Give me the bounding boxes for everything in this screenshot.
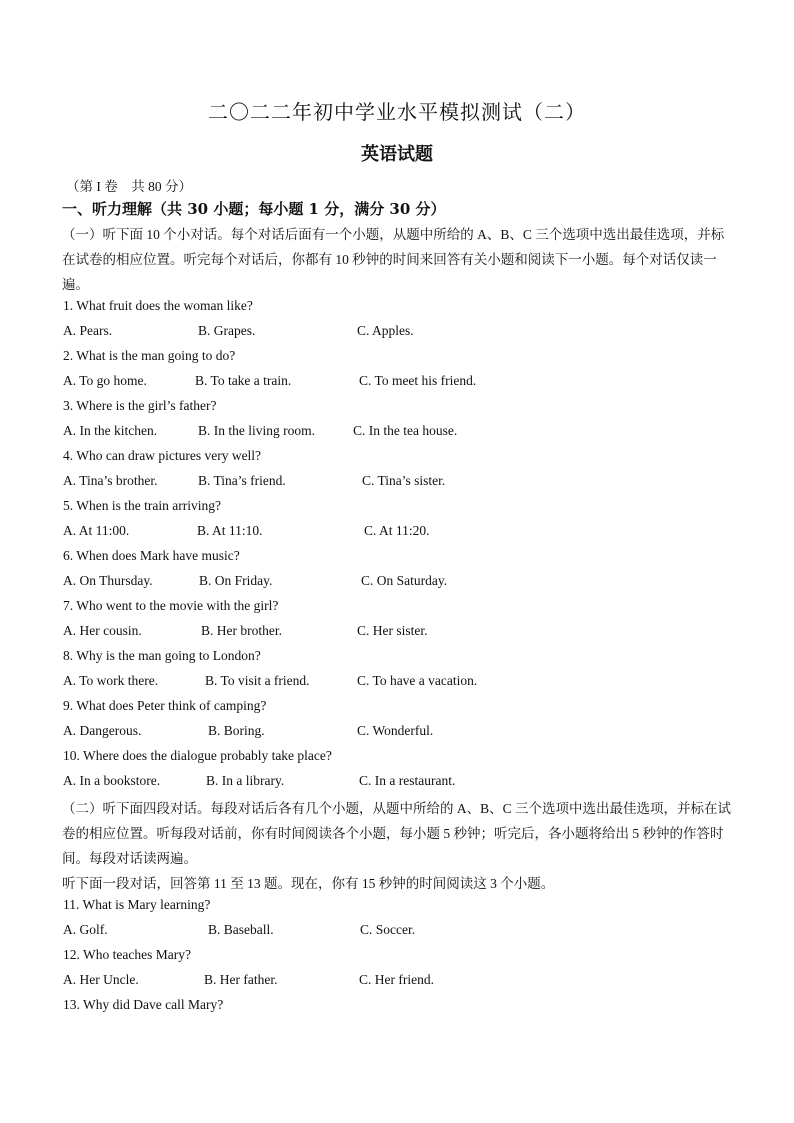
option-b: B. At 11:10.: [197, 523, 263, 538]
option-a: A. Golf.: [63, 922, 108, 937]
options-10: [63, 773, 743, 793]
option-c: C. To have a vacation.: [357, 673, 478, 688]
options-5: [63, 523, 743, 543]
option-c: C. In a restaurant.: [359, 773, 456, 788]
option-a: A. Pears.: [63, 323, 113, 338]
options-9: [63, 723, 743, 743]
option-a: A. Her cousin.: [63, 623, 142, 638]
options-11: [63, 922, 743, 942]
option-b: B. Baseball.: [208, 922, 274, 937]
part2-instructions: （二）听下面四段对话。每段对话后各有几个小题，从题中所给的 A、B、C 三个选项中选出最佳选项，并标在试卷的相应位置。听每段对话前，你有时间阅读各个小题，每小题 5 秒钟；听完后，各小题将给出 5 秒钟的作答时间。每段对话读两遍。: [62, 801, 732, 866]
option-b: B. To take a train.: [195, 373, 292, 388]
option-b: B. Boring.: [208, 723, 265, 738]
dialogue-intro: 听下面一段对话，回答第 11 至 13 题。现在，你有 15 秒钟的时间阅读这 3 个小题。: [62, 876, 555, 891]
options-2: [63, 373, 743, 393]
option-c: C. Apples.: [357, 323, 414, 338]
question-5: 5. When is the train arriving?: [63, 498, 221, 513]
question-7: 7. Who went to the movie with the girl?: [63, 598, 279, 613]
options-12: [63, 972, 743, 992]
option-b: B. To visit a friend.: [205, 673, 310, 688]
option-a: A. Dangerous.: [63, 723, 142, 738]
option-a: A. To work there.: [63, 673, 159, 688]
section-heading: 一、听力理解（共 30 小题；每小题 1 分，满分 30 分）: [62, 200, 446, 218]
option-a: A. In a bookstore.: [63, 773, 161, 788]
option-c: C. Soccer.: [360, 922, 416, 937]
option-c: C. Tina’s sister.: [362, 473, 446, 488]
option-b: B. Her father.: [204, 972, 278, 987]
part1-instructions: （一）听下面 10 个小对话。每个对话后面有一个小题，从题中所给的 A、B、C 三个选项中选出最佳选项，并标在试卷的相应位置。听完每个对话后，你都有 10 秒钟的时间来回答有关小题和阅读下一小题。每个对话仅读一遍。: [62, 227, 725, 292]
question-12: 12. Who teaches Mary?: [63, 947, 191, 962]
option-b: B. Her brother.: [201, 623, 282, 638]
option-b: B. Tina’s friend.: [198, 473, 286, 488]
option-c: C. In the tea house.: [353, 423, 458, 438]
exam-title: 二〇二二年初中学业水平模拟测试（二）: [208, 102, 586, 124]
option-b: B. On Friday.: [199, 573, 273, 588]
option-b: B. Grapes.: [198, 323, 256, 338]
option-a: A. On Thursday.: [63, 573, 153, 588]
option-c: C. Her friend.: [359, 972, 434, 987]
question-9: 9. What does Peter think of camping?: [63, 698, 267, 713]
question-3: 3. Where is the girl’s father?: [63, 398, 217, 413]
option-a: A. Her Uncle.: [63, 972, 139, 987]
options-4: [63, 473, 743, 493]
paper-note: （第 I 卷 共 80 分）: [66, 179, 192, 194]
option-a: A. At 11:00.: [63, 523, 130, 538]
question-8: 8. Why is the man going to London?: [63, 648, 261, 663]
question-4: 4. Who can draw pictures very well?: [63, 448, 262, 463]
exam-subtitle: 英语试题: [361, 144, 433, 165]
options-3: [63, 423, 743, 443]
options-6: [63, 573, 743, 593]
option-b: B. In a library.: [206, 773, 285, 788]
option-a: A. In the kitchen.: [63, 423, 158, 438]
question-6: 6. When does Mark have music?: [63, 548, 240, 563]
options-8: [63, 673, 743, 693]
option-b: B. In the living room.: [198, 423, 315, 438]
question-2: 2. What is the man going to do?: [63, 348, 236, 363]
option-a: A. To go home.: [63, 373, 147, 388]
options-1: [63, 323, 743, 343]
option-c: C. To meet his friend.: [359, 373, 477, 388]
question-1: 1. What fruit does the woman like?: [63, 298, 253, 313]
question-13: 13. Why did Dave call Mary?: [63, 997, 224, 1012]
option-c: C. At 11:20.: [364, 523, 430, 538]
options-7: [63, 623, 743, 643]
option-c: C. Wonderful.: [357, 723, 434, 738]
option-c: C. On Saturday.: [361, 573, 448, 588]
option-a: A. Tina’s brother.: [63, 473, 158, 488]
question-10: 10. Where does the dialogue probably take place?: [63, 748, 332, 763]
question-11: 11. What is Mary learning?: [63, 897, 211, 912]
option-c: C. Her sister.: [357, 623, 428, 638]
